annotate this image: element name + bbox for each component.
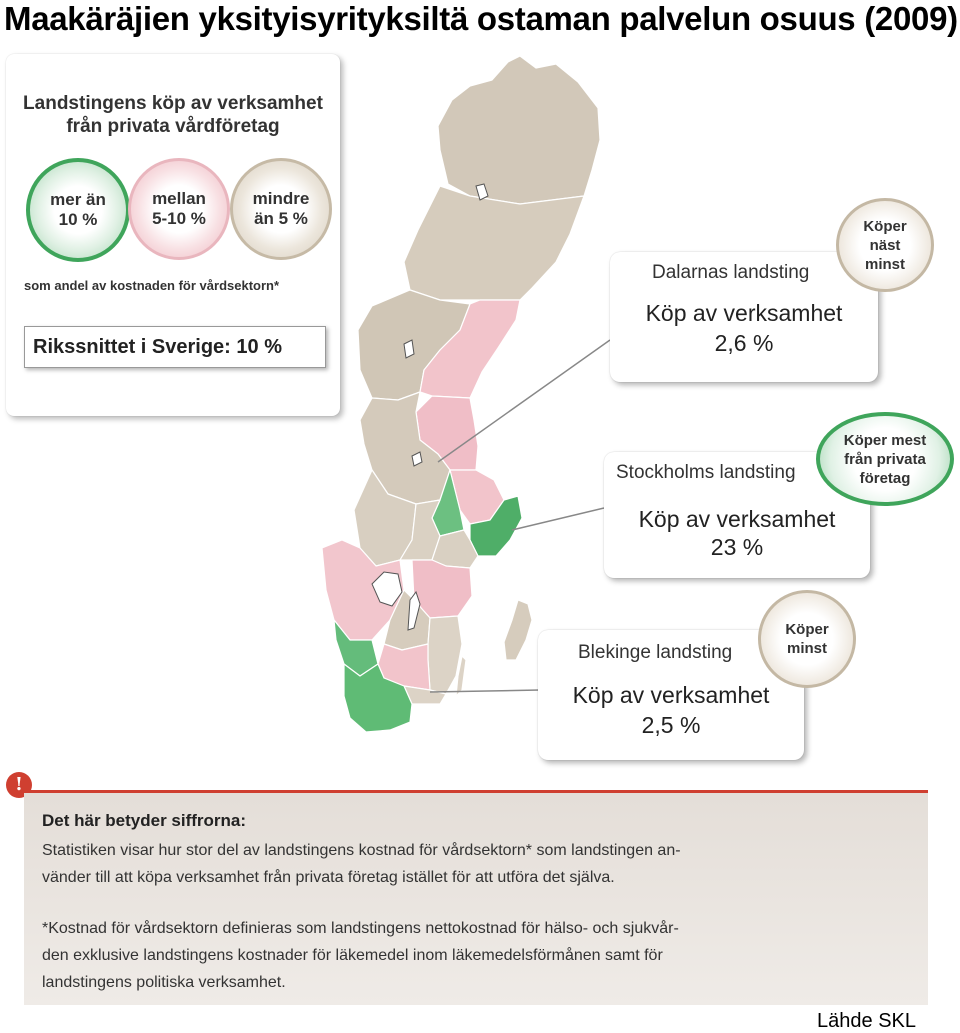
county-vasterbotten xyxy=(404,186,584,300)
legend-heading-line1: Landstingens köp av verksamhet xyxy=(23,93,323,114)
callout-county-name: Blekinge landsting xyxy=(578,642,733,663)
callout-dalarna xyxy=(610,252,878,382)
info-line: vänder till att köpa verksamhet från privata företag istället för att utföra det själva. xyxy=(42,869,615,886)
legend-circle-label: än 5 % xyxy=(254,209,308,228)
legend-circle-label: mellan xyxy=(152,189,206,208)
callout-county-name: Stockholms landsting xyxy=(616,462,796,483)
badge-second-least xyxy=(836,198,934,292)
callout-label: Köp av verksamhet xyxy=(645,300,843,326)
info-panel xyxy=(24,790,928,1005)
legend-heading-line2: från privata vårdföretag xyxy=(66,116,280,137)
badge-text: minst xyxy=(864,255,905,273)
info-line: Statistiken visar hur stor del av landstingens kostnad för vårdsektorn* som landstingen an- xyxy=(42,842,681,859)
legend-circle-label: mer än xyxy=(50,190,106,209)
leader-line-stockholm xyxy=(512,508,604,530)
badge-text: Köper xyxy=(863,217,907,235)
info-paragraph-2 xyxy=(42,915,910,996)
county-gotland xyxy=(504,600,532,660)
legend-circle-label: 5-10 % xyxy=(152,209,206,228)
badge-buys-most xyxy=(816,412,954,506)
callout-value: 23 % xyxy=(710,534,764,560)
callout-county-name: Dalarnas landsting xyxy=(652,262,810,283)
callout-value: 2,5 % xyxy=(641,712,701,738)
info-heading: Det här betyder siffrorna: xyxy=(42,811,247,830)
badge-text: Köper mest xyxy=(843,431,927,449)
county-norrbotten xyxy=(438,56,600,204)
badge-least xyxy=(758,590,856,688)
legend-circle-label: mindre xyxy=(252,189,310,208)
source-credit: Lähde SKL xyxy=(817,1010,916,1032)
badge-text: minst xyxy=(786,640,827,657)
page-title: Maakäräjien yksityisyrityksiltä ostaman palvelun osuus (2009) xyxy=(4,0,958,37)
national-average-box: Rikssnittet i Sverige: 10 % xyxy=(24,326,326,368)
badge-text: Köper xyxy=(785,621,829,638)
callout-value: 2,6 % xyxy=(714,330,774,356)
info-line: den exklusive landstingens kostnader för läkemedel inom läkemedelsförmånen samt för xyxy=(42,947,663,964)
info-line: landstingens politiska verksamhet. xyxy=(42,974,286,991)
lake-storsjon xyxy=(404,340,414,358)
info-line: *Kostnad för vårdsektorn definieras som landstingens nettokostnad för hälso- och sjukvår- xyxy=(42,920,679,937)
info-icon: ! xyxy=(6,772,32,798)
legend-circle-label: 10 % xyxy=(58,210,98,229)
badge-text: företag xyxy=(859,469,911,487)
badge-text: från privata xyxy=(844,450,926,468)
info-paragraph-1 xyxy=(42,837,910,891)
badge-text: näst xyxy=(869,236,901,254)
callout-label: Köp av verksamhet xyxy=(572,682,770,708)
callout-label: Köp av verksamhet xyxy=(638,506,836,532)
legend-note: som andel av kostnaden för vårdsektorn* xyxy=(24,278,280,293)
